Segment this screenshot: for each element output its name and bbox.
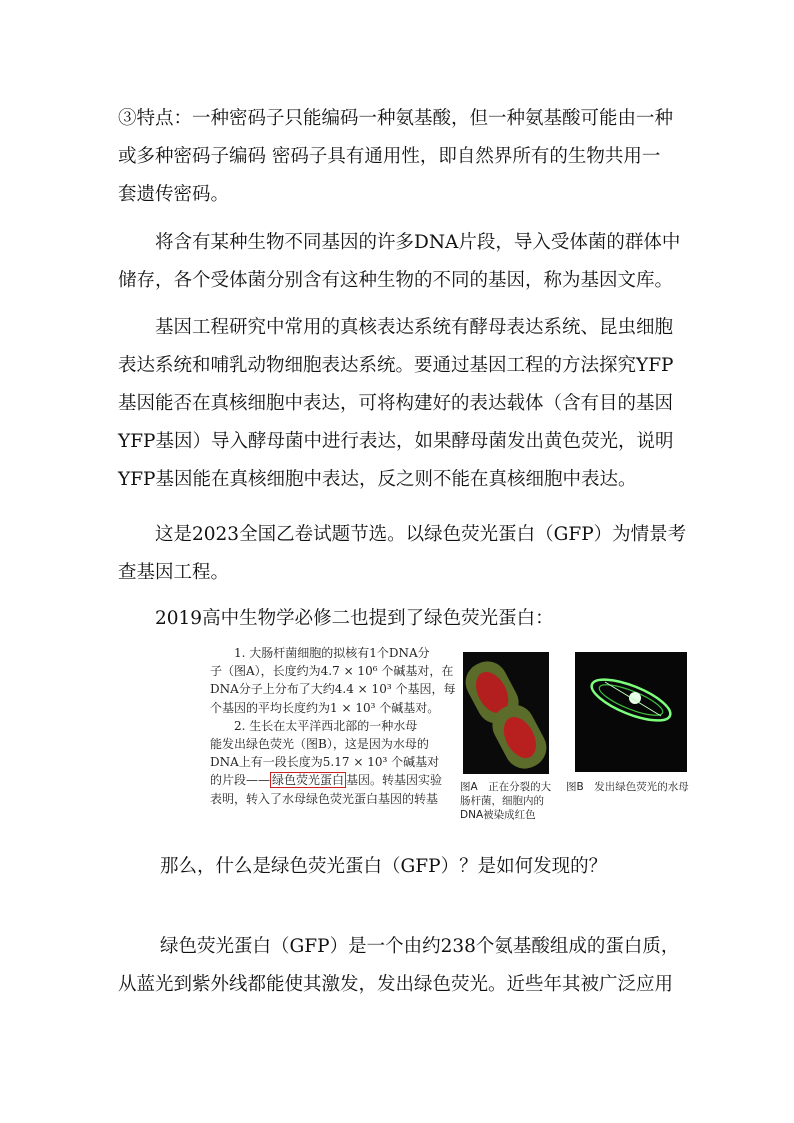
text-line: 那么，什么是绿色荧光蛋白（GFP）？是如何发现的？	[160, 856, 608, 877]
excerpt-pre: 的片段——	[210, 773, 271, 788]
caption-line: 肠杆菌，细胞内的	[460, 795, 544, 807]
highlighted-term: 绿色荧光蛋白	[272, 773, 345, 788]
text-line: 或多种密码子编码 密码子具有通用性，即自然界所有的生物共用一	[118, 146, 661, 167]
excerpt-line: 子（图A），长度约为4.7 × 10⁶ 个碱基对，在	[210, 664, 454, 679]
excerpt-text	[210, 644, 456, 808]
text-line: 将含有某种生物不同基因的许多DNA片段，导入受体菌的群体中	[118, 232, 681, 253]
text-line: 绿色荧光蛋白（GFP）是一个由约238个氨基酸组成的蛋白质，	[160, 936, 680, 957]
paragraph-textbook-mention	[118, 600, 678, 638]
text-line: 表达系统和哺乳动物细胞表达系统。要通过基因工程的方法探究YFP	[118, 355, 674, 376]
text-line: 2019高中生物学必修二也提到了绿色荧光蛋白：	[118, 608, 554, 629]
text-line: 从蓝光到紫外线都能使其激发，发出绿色荧光。近些年其被广泛应用	[118, 974, 674, 995]
textbook-excerpt-figure	[210, 640, 700, 830]
jellyfish-image	[575, 652, 687, 772]
question-line	[160, 848, 720, 886]
excerpt-line: 能发出绿色荧光（图B），这是因为水母的	[210, 737, 429, 752]
caption-line: 图A 正在分裂的大	[460, 781, 552, 793]
text-line: 查基因工程。	[118, 562, 230, 583]
paragraph-codon-features	[118, 100, 678, 214]
text-line: YFP基因能在真核细胞中表达，反之则不能在真核细胞中表达。	[118, 469, 637, 490]
excerpt-line: DNA分子上分布了大约4.4 × 10³ 个基因，每	[210, 682, 456, 697]
excerpt-line: DNA上有一段长度为5.17 × 10³ 个碱基对	[210, 755, 440, 770]
paragraph-gfp-definition	[118, 928, 678, 1004]
ecoli-illustration	[463, 652, 549, 774]
text-line: 套遗传密码。	[118, 184, 230, 205]
text-line: YFP基因）导入酵母菌中进行表达，如果酵母菌发出黄色荧光，说明	[118, 431, 674, 452]
paragraph-exam-note	[118, 516, 687, 592]
caption-figure-b	[566, 780, 689, 794]
excerpt-post: 基因。转基因实验	[346, 773, 443, 788]
ecoli-image	[463, 652, 549, 774]
caption-line: DNA被染成红色	[460, 809, 536, 821]
excerpt-line-highlight	[210, 771, 443, 789]
excerpt-line: 2. 生长在太平洋西北部的一种水母	[210, 718, 418, 733]
text-line: 储存，各个受体菌分别含有这种生物的不同的基因，称为基因文库。	[118, 270, 674, 291]
excerpt-line: 个基因的平均长度约为1 × 10³ 个碱基对。	[210, 700, 440, 715]
text-line: 基因工程研究中常用的真核表达系统有酵母表达系统、昆虫细胞	[118, 317, 674, 338]
jellyfish-illustration	[575, 652, 687, 772]
excerpt-line: 1. 大肠杆菌细胞的拟核有1个DNA分	[210, 646, 430, 660]
text-line: 这是2023全国乙卷试题节选。以绿色荧光蛋白（GFP）为情景考	[118, 524, 687, 545]
text-line: 基因能否在真核细胞中表达，可将构建好的表达载体（含有目的基因	[118, 393, 674, 414]
text-line: ③特点：一种密码子只能编码一种氨基酸，但一种氨基酸可能由一种	[118, 108, 674, 129]
excerpt-line: 表明，转入了水母绿色荧光蛋白基因的转基	[210, 791, 439, 806]
paragraph-expression-systems	[118, 309, 678, 499]
paragraph-gene-library	[118, 224, 681, 300]
caption-line: 图B 发出绿色荧光的水母	[566, 781, 689, 793]
caption-figure-a	[460, 780, 551, 822]
